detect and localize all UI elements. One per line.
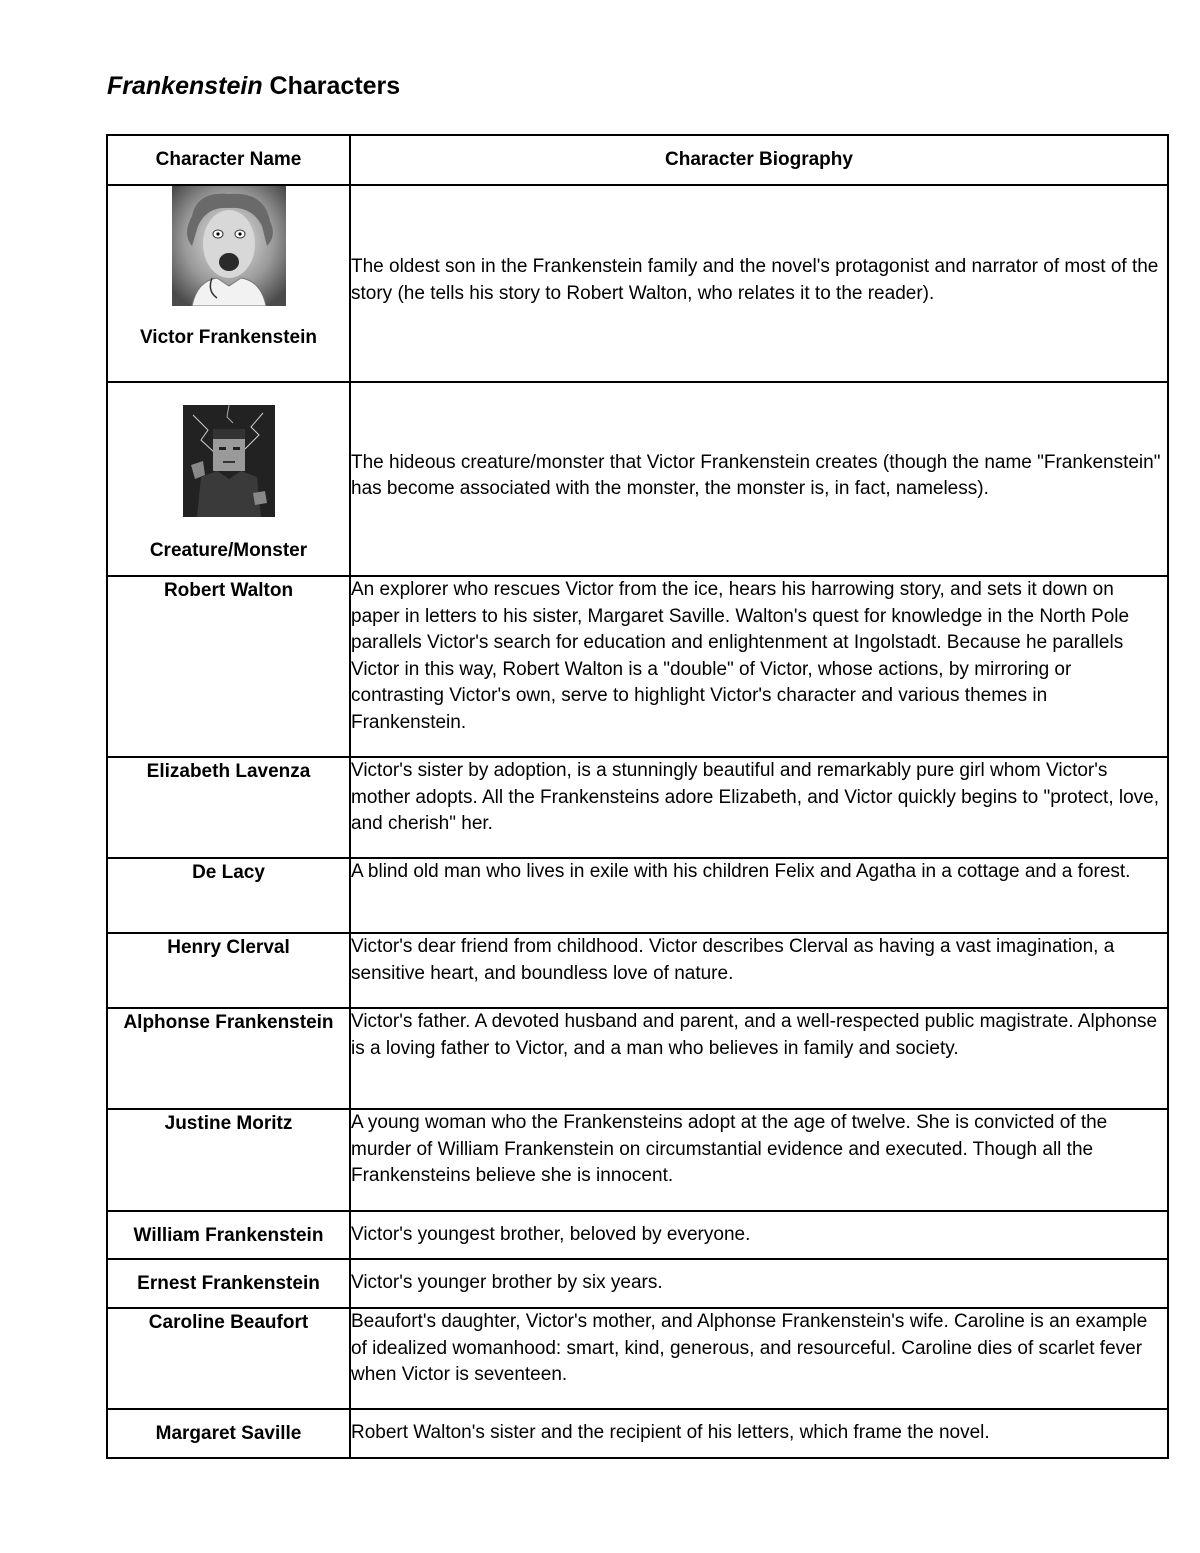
character-biography: An explorer who rescues Victor from the ice, hears his harrowing story, and sets it down on paper in letters to his sister, Margaret Saville. Walton's quest for knowledge in the North Pole parallels Victor's search for education and enlightenment at Ingolstadt. Because he parallels Victor in this way, Robert Walton is a "double" of Victor, whose actions, by mirroring or contrasting Victor's own, serve to highlight Victor's character and various themes in Frankenstein. xyxy=(350,576,1168,757)
table-row xyxy=(107,858,1168,933)
table-header-row xyxy=(107,135,1168,185)
character-biography: The hideous creature/monster that Victor Frankenstein creates (though the name "Frankenstein" has become associated with the monster, the monster is, in fact, nameless). xyxy=(350,382,1168,576)
table-row xyxy=(107,933,1168,1008)
character-name: Creature/Monster xyxy=(149,540,308,561)
table-row xyxy=(107,1109,1168,1211)
character-name: Victor Frankenstein xyxy=(139,327,318,348)
character-name: Caroline Beaufort xyxy=(107,1308,350,1409)
table-row xyxy=(107,382,1168,576)
character-name: Robert Walton xyxy=(107,576,350,757)
title-italic: Frankenstein xyxy=(107,72,263,100)
character-biography: Victor's sister by adoption, is a stunningly beautiful and remarkably pure girl whom Victor's mother adopts. All the Frankensteins adore Elizabeth, and Victor quickly begins to "protect, love, and cherish" her. xyxy=(350,757,1168,858)
table-row xyxy=(107,576,1168,757)
character-name: Alphonse Frankenstein xyxy=(107,1008,350,1109)
characters-table xyxy=(106,134,1169,1459)
character-name: Margaret Saville xyxy=(107,1409,350,1458)
character-biography: Victor's younger brother by six years. xyxy=(350,1259,1168,1308)
header-character-biography: Character Biography xyxy=(350,135,1168,185)
character-biography: Victor's youngest brother, beloved by everyone. xyxy=(350,1211,1168,1259)
character-name-cell xyxy=(107,382,350,576)
character-biography: The oldest son in the Frankenstein family and the novel's protagonist and narrator of most of the story (he tells his story to Robert Walton, who relates it to the reader). xyxy=(350,185,1168,382)
table-row xyxy=(107,1259,1168,1308)
victor-portrait-image xyxy=(172,186,286,306)
character-name: Ernest Frankenstein xyxy=(107,1259,350,1308)
title-rest: Characters xyxy=(262,72,401,100)
table-row xyxy=(107,757,1168,858)
table-row xyxy=(107,185,1168,382)
character-biography: A blind old man who lives in exile with his children Felix and Agatha in a cottage and a forest. xyxy=(350,858,1168,933)
character-name: De Lacy xyxy=(107,858,350,933)
character-biography: A young woman who the Frankensteins adopt at the age of twelve. She is convicted of the murder of William Frankenstein on circumstantial evidence and executed. Though all the Frankensteins believe she is innocent. xyxy=(350,1109,1168,1211)
table-row xyxy=(107,1308,1168,1409)
character-name: Henry Clerval xyxy=(107,933,350,1008)
header-character-name: Character Name xyxy=(107,135,350,185)
character-name-cell xyxy=(107,185,350,382)
table-row xyxy=(107,1211,1168,1259)
page-title xyxy=(107,72,400,101)
character-biography: Beaufort's daughter, Victor's mother, and Alphonse Frankenstein's wife. Caroline is an example of idealized womanhood: smart, kind, generous, and resourceful. Caroline dies of scarlet fever when Victor is seventeen. xyxy=(350,1308,1168,1409)
character-biography: Victor's dear friend from childhood. Victor describes Clerval as having a vast imagination, a sensitive heart, and boundless love of nature. xyxy=(350,933,1168,1008)
character-biography: Robert Walton's sister and the recipient of his letters, which frame the novel. xyxy=(350,1409,1168,1458)
monster-portrait-image xyxy=(183,405,275,517)
table-row xyxy=(107,1008,1168,1109)
character-name: Justine Moritz xyxy=(107,1109,350,1211)
character-name: Elizabeth Lavenza xyxy=(107,757,350,858)
table-row xyxy=(107,1409,1168,1458)
character-biography: Victor's father. A devoted husband and parent, and a well-respected public magistrate. Alphonse is a loving father to Victor, and a man who believes in family and society. xyxy=(350,1008,1168,1109)
character-name: William Frankenstein xyxy=(107,1211,350,1259)
